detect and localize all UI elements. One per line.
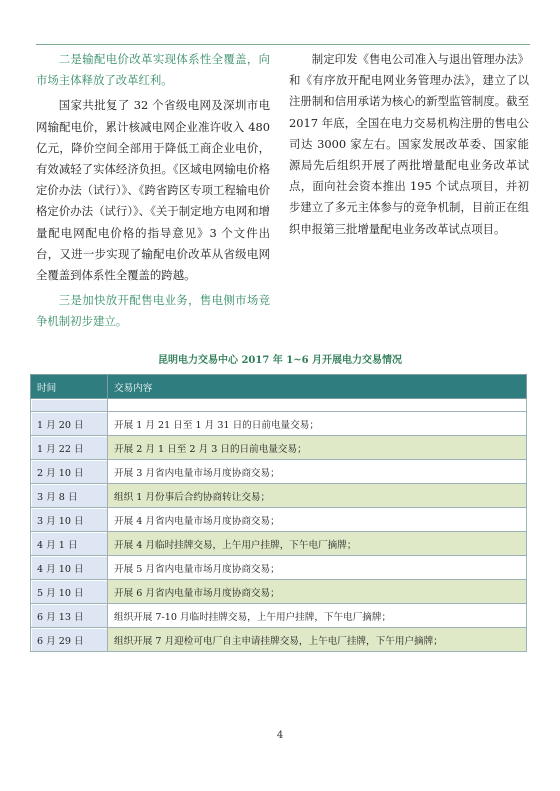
time-cell: 5 月 10 日 [31, 580, 108, 604]
content-cell: 开展 4 月临时挂牌交易，上午用户挂牌，下午电厂摘牌； [108, 532, 527, 556]
table-header-row [31, 375, 527, 399]
table-row [31, 532, 527, 556]
content-cell: 开展 4 月省内电量市场月度协商交易； [108, 508, 527, 532]
left-column [36, 49, 270, 337]
content-cell: 组织开展 7-10 月临时挂牌交易，上午用户挂牌，下午电厂摘牌； [108, 604, 527, 628]
time-cell: 4 月 10 日 [31, 556, 108, 580]
time-cell: 2 月 10 日 [31, 460, 108, 484]
content-cell: 开展 3 月省内电量市场月度协商交易； [108, 460, 527, 484]
point-three-heading: 三是加快放开配售电业务，售电侧市场竞争机制初步建立。 [36, 293, 270, 329]
time-cell: 4 月 1 日 [31, 532, 108, 556]
right-column [289, 49, 529, 244]
table-row [31, 580, 527, 604]
table-row [31, 484, 527, 508]
content-cell: 开展 1 月 21 日至 1 月 31 日的日前电量交易； [108, 412, 527, 436]
point-two-heading: 二是输配电价改革实现体系性全覆盖，向市场主体释放了改革红利。 [36, 52, 270, 88]
content-cell: 组织 1 月份事后合约协商转让交易； [108, 484, 527, 508]
header-content: 交易内容 [108, 375, 527, 399]
body-paragraph: 制定印发《售电公司准入与退出管理办法》和《有序放开配电网业务管理办法》，建立了以注册制和信用承诺为核心的新型监管制度。截至 2017 年底，全国在电力交易机构注册的售电公司达 3000 家左右。国家发展改革委、国家能源局先后组织开展了两批增量配电业务改革试点，面向社会资本推出 195 个试点项目，并初步建立了多元主体参与的竞争机制，目前正在组织申报第三批增量配电业务改革试点项目。 [289, 52, 529, 236]
table-row [31, 508, 527, 532]
table-row [31, 460, 527, 484]
time-cell: 1 月 20 日 [31, 412, 108, 436]
content-cell: 开展 5 月省内电量市场月度协商交易； [108, 556, 527, 580]
spacer-cell [31, 399, 108, 412]
time-cell: 6 月 29 日 [31, 628, 108, 652]
table-row [31, 436, 527, 460]
table-row [31, 412, 527, 436]
trading-table [30, 374, 527, 652]
table-row [31, 556, 527, 580]
header-time: 时间 [31, 375, 108, 399]
header-rule [36, 44, 530, 45]
content-cell: 开展 6 月省内电量市场月度协商交易； [108, 580, 527, 604]
body-paragraph: 国家共批复了 32 个省级电网及深圳市电网输配电价，累计核减电网企业准许收入 480 亿元，降价空间全部用于降低工商企业电价，有效减轻了实体经济负担。《区域电网输电价格定价办法（试行）》、《跨省跨区专项工程输电价格定价办法（试行）》、《关于制定地方电网和增量配电网配电价格的指导意见》3 个文件出台，又进一步实现了输配电价改革从省级电网全覆盖到体系性全覆盖的跨越。 [36, 98, 270, 283]
table-title: 昆明电力交易中心 2017 年 1~6 月开展电力交易情况 [157, 355, 403, 366]
time-cell: 6 月 13 日 [31, 604, 108, 628]
table-spacer-row [31, 399, 527, 412]
page-number: 4 [276, 730, 284, 741]
table-row [31, 628, 527, 652]
content-cell: 开展 2 月 1 日至 2 月 3 日的日前电量交易； [108, 436, 527, 460]
table-row [31, 604, 527, 628]
time-cell: 3 月 8 日 [31, 484, 108, 508]
content-cell: 组织开展 7 月迎检可电厂自主申请挂牌交易，上午电厂挂牌，下午用户摘牌； [108, 628, 527, 652]
spacer-cell [108, 399, 527, 412]
time-cell: 1 月 22 日 [31, 436, 108, 460]
time-cell: 3 月 10 日 [31, 508, 108, 532]
